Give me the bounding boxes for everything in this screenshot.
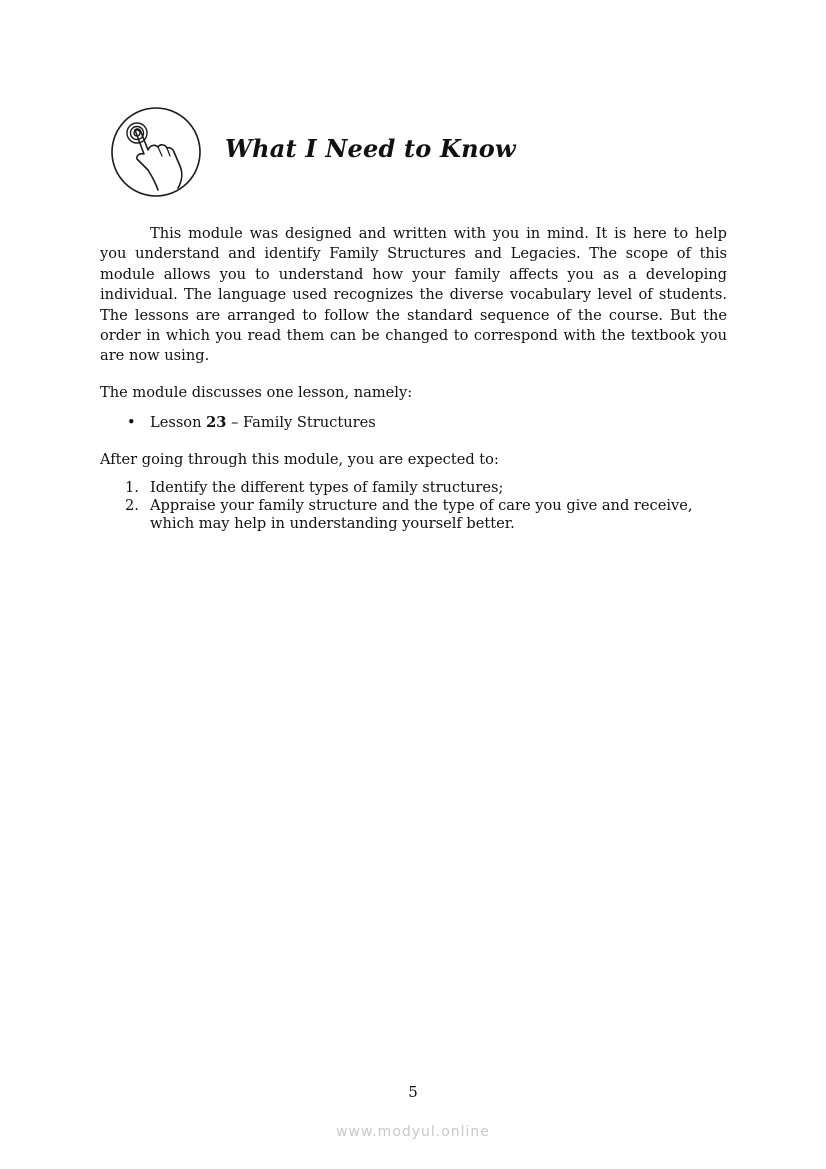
objective-number: 1.: [125, 479, 139, 497]
objective-item: [125, 497, 727, 533]
intro-paragraph: This module was designed and written with you in mind. It is here to help you understand and identify Family Structures and Legacies. The scope of this module allows you to understand how your family affects you as a developing individual. The language used recognizes the diverse vocabulary level of students. The lessons are arranged to follow the standard sequence of the course. But the order in which you read them can be changed to correspond with the textbook you are now using.: [100, 225, 727, 365]
objective-text: Appraise your family structure and the type of care you give and receive, which may help in understanding yourself better.: [150, 497, 693, 533]
page-number: 5: [408, 1083, 418, 1101]
section-header-icon: [110, 106, 202, 198]
lesson-list: [100, 413, 727, 433]
lesson-item: [127, 413, 727, 433]
bullet: •: [127, 414, 136, 432]
objective-item: [125, 479, 727, 497]
objective-text: Identify the different types of family structures;: [150, 479, 504, 497]
module-content: [100, 224, 727, 533]
objectives-intro: After going through this module, you are expected to:: [100, 450, 499, 468]
pointing-hand-touch-icon: [110, 106, 202, 198]
lesson-prefix: Lesson: [150, 414, 207, 432]
watermark: www.modyul.online: [336, 1124, 490, 1140]
objective-number: 2.: [125, 497, 139, 515]
lesson-title: – Family Structures: [226, 414, 376, 432]
section-title: What I Need to Know: [225, 134, 516, 163]
lessons-intro: The module discusses one lesson, namely:: [100, 383, 413, 401]
lesson-number: 23: [206, 414, 227, 432]
objectives-list: [100, 479, 727, 533]
